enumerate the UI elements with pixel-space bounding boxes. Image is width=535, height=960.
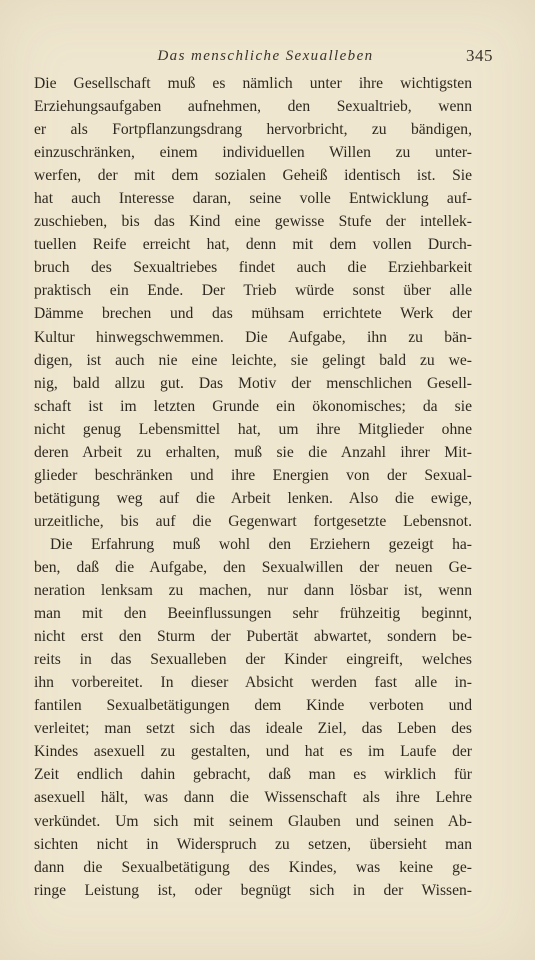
text-line: man mit den Beeinflussungen sehr frühzeitig beginnt, xyxy=(34,605,472,623)
text-line: verleitet; man setzt sich das ideale Ziel, das Leben des xyxy=(34,720,472,738)
text-line: praktisch ein Ende. Der Trieb würde sonst über alle xyxy=(34,282,472,300)
text-line: fantilen Sexualbetätigungen dem Kinde verboten und xyxy=(34,697,472,715)
text-line: einzuschränken, einem individuellen Willen zu unter- xyxy=(34,144,472,162)
text-line: Die Gesellschaft muß es nämlich unter ihre wichtigsten xyxy=(34,75,472,92)
text-line: Kindes asexuell zu gestalten, und hat es im Laufe der xyxy=(34,743,472,761)
page-header xyxy=(38,46,493,70)
text-line: neration lenksam zu machen, nur dann lösbar ist, wenn xyxy=(34,582,472,600)
text-line: tuellen Reife erreicht hat, denn mit dem vollen Durch- xyxy=(34,236,472,254)
text-line: bruch des Sexualtriebes findet auch die Erziehbarkeit xyxy=(34,259,472,277)
text-line: ihn vorbereitet. In dieser Absicht werden fast alle in- xyxy=(34,674,472,692)
text-line: werfen, der mit dem sozialen Geheiß identisch ist. Sie xyxy=(34,167,472,185)
text-line: dann die Sexualbetätigung des Kindes, was keine ge- xyxy=(34,858,472,876)
body-text xyxy=(34,72,472,902)
text-line: Kultur hinwegschwemmen. Die Aufgabe, ihn zu bän- xyxy=(34,328,472,346)
text-line: glieder beschränken und ihre Energien von der Sexual- xyxy=(34,466,472,484)
text-line: nicht erst den Sturm der Pubertät abwartet, sondern be- xyxy=(34,628,472,646)
text-line: reits in das Sexualleben der Kinder eingreift, welches xyxy=(34,651,472,669)
text-line: hat auch Interesse daran, seine volle Entwicklung auf- xyxy=(34,190,472,208)
text-line: deren Arbeit zu erhalten, muß sie die Anzahl ihrer Mit- xyxy=(34,443,472,461)
text-line: betätigung weg auf die Arbeit lenken. Also die ewige, xyxy=(34,489,472,507)
text-line: ben, daß die Aufgabe, den Sexualwillen der neuen Ge- xyxy=(34,558,472,576)
text-line: digen, ist auch nie eine leichte, sie gelingt bald zu we- xyxy=(34,351,472,369)
text-line: Dämme brechen und das mühsam errichtete Werk der xyxy=(34,305,472,323)
text-line: Zeit endlich dahin gebracht, daß man es wirklich für xyxy=(34,766,472,784)
text-line: ringe Leistung ist, oder begnügt sich in der Wissen- xyxy=(34,881,472,899)
text-line: nicht genug Lebensmittel hat, um ihre Mitglieder ohne xyxy=(34,420,472,438)
text-line: urzeitliche, bis auf die Gegenwart fortgesetzte Lebensnot. xyxy=(34,512,472,530)
running-head: Das menschliche Sexualleben xyxy=(157,48,374,64)
text-line: asexuell hält, was dann die Wissenschaft als ihre Lehre xyxy=(34,789,472,807)
page-number: 345 xyxy=(466,46,493,65)
text-line: schaft ist im letzten Grunde ein ökonomisches; da sie xyxy=(34,397,472,415)
text-line: verkündet. Um sich mit seinem Glauben und seinen Ab- xyxy=(34,812,472,830)
text-line: zuschieben, bis das Kind eine gewisse Stufe der intellek- xyxy=(34,213,472,231)
text-line: Erziehungsaufgaben aufnehmen, den Sexualtrieb, wenn xyxy=(34,98,472,116)
text-line: sichten nicht in Widerspruch zu setzen, übersieht man xyxy=(34,835,472,853)
text-line: er als Fortpflanzungsdrang hervorbricht, zu bändigen, xyxy=(34,121,472,139)
paragraph-start-line: Die Erfahrung muß wohl den Erziehern gezeigt ha- xyxy=(50,535,472,553)
text-line: nig, bald allzu gut. Das Motiv der menschlichen Gesell- xyxy=(34,374,472,392)
